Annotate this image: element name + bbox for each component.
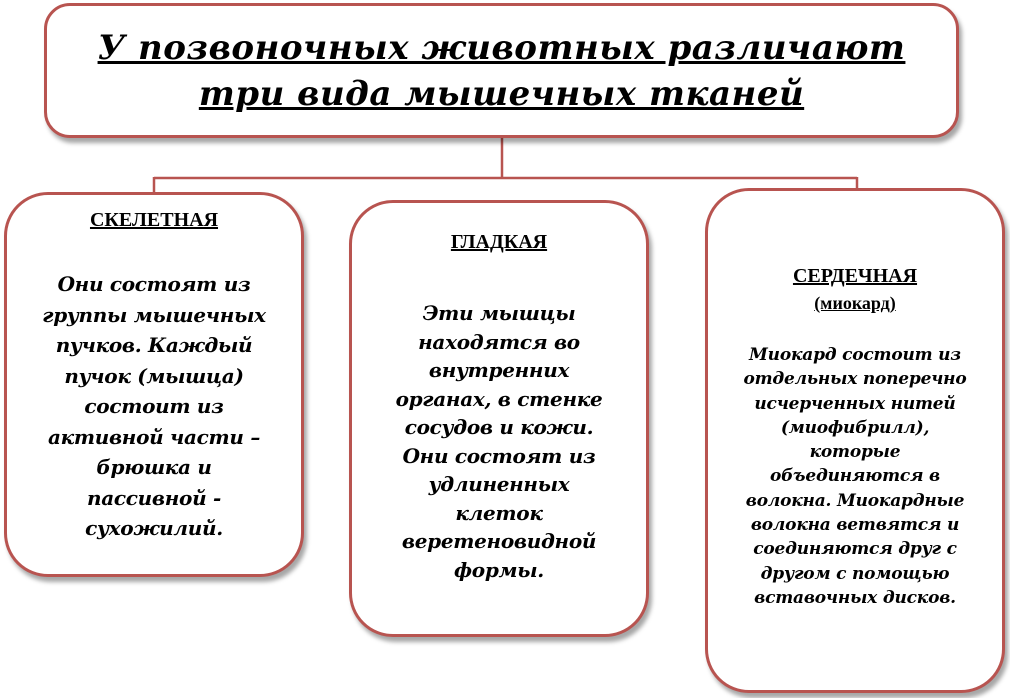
smooth-muscle-box — [349, 200, 649, 637]
smooth-heading: ГЛАДКАЯ — [450, 231, 548, 253]
cardiac-subheading: (миокард) — [814, 293, 896, 313]
skeletal-muscle-box — [4, 192, 304, 577]
title-box — [44, 3, 959, 138]
skeletal-heading: СКЕЛЕТНАЯ — [89, 209, 219, 231]
cardiac-muscle-box — [705, 188, 1005, 693]
cardiac-heading: СЕРДЕЧНАЯ — [792, 265, 918, 287]
smooth-description: Эти мышцы находятся во внутренних органах, в стенке сосудов и кожи. Они состоят из удлиненных клеток веретеновидной формы. — [395, 301, 603, 582]
title-line-2: три вида мышечных тканей — [198, 73, 805, 114]
title-line-1: У позвоночных животных различают — [97, 27, 906, 68]
cardiac-description: Миокард состоит из отдельных поперечно исчерченных нитей (миофибрилл), которые объединяются в волокна. Миокардные волокна ветвятся и соединяются друг с другом с помощью вставочных дисков. — [743, 345, 967, 608]
skeletal-description: Они состоят из группы мышечных пучков. Каждый пучок (мышца) состоит из активной части – брюшка и пассивной - сухожилий. — [42, 272, 266, 540]
